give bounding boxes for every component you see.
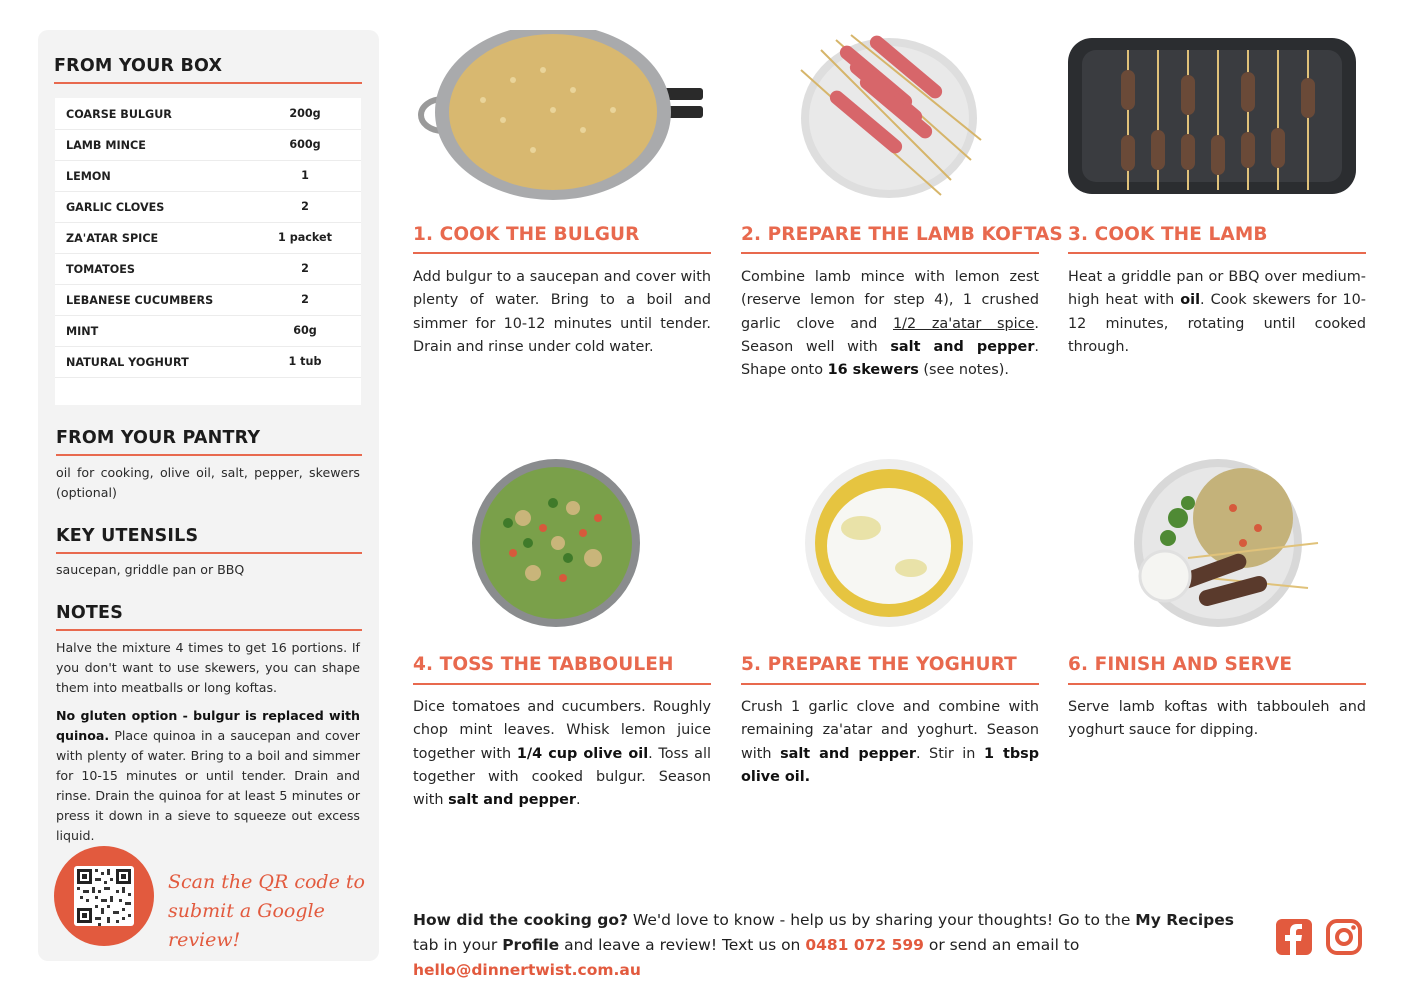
footer-text-4: or send an email to: [923, 936, 1080, 954]
step-text: . Cook skewers for 10-12 minutes, rotating until cooked through.: [1068, 292, 1366, 355]
ingredient-qty: 1 packet: [278, 231, 332, 244]
step-text-bold: oil: [1180, 292, 1201, 309]
step-5-rule: [741, 683, 1039, 685]
yoghurt-bowl-photo: [741, 458, 1039, 628]
qr-caption: [168, 868, 368, 955]
ingredient-qty: 1 tub: [288, 355, 322, 368]
phone-link[interactable]: 0481 072 599: [805, 936, 924, 954]
step-text-bold: salt and pepper: [780, 745, 916, 762]
step-4-title: 4. TOSS THE TABBOULEH: [413, 654, 674, 675]
step-6-rule: [1068, 683, 1366, 685]
step-5-body: [741, 696, 1039, 789]
step-5-title: 5. PREPARE THE YOGHURT: [741, 654, 1017, 675]
step-text: . Season well with: [741, 315, 1039, 355]
footer-text-1: We'd love to know - help us by sharing your thoughts! Go to the: [627, 911, 1136, 929]
email-link[interactable]: hello@dinnertwist.com.au: [413, 961, 641, 979]
step-text: Crush 1 garlic clove and combine with remaining za'atar and yoghurt. Season with: [741, 699, 1039, 762]
step-text-bold: 16 skewers: [827, 362, 919, 379]
feedback-footer: [413, 908, 1263, 983]
step-4-body: [413, 696, 711, 812]
step-3-title: 3. COOK THE LAMB: [1068, 224, 1268, 245]
served-plate-photo: [1068, 458, 1366, 628]
utensils-title: KEY UTENSILS: [56, 526, 199, 546]
ingredient-name: MINT: [66, 325, 99, 338]
ingredient-row: [55, 98, 361, 130]
box-title: FROM YOUR BOX: [54, 56, 223, 76]
step-text-bold: 1 tbsp olive oil.: [741, 745, 1040, 785]
footer-question: How did the cooking go?: [413, 911, 628, 929]
step-text-bold: salt and pepper: [448, 792, 576, 809]
qr-caption-line-2: submit a Google review!: [168, 900, 325, 951]
ingredient-qty: 60g: [293, 324, 317, 337]
footer-text-2: tab in your: [413, 936, 503, 954]
utensils-text: saucepan, griddle pan or BBQ: [56, 562, 245, 577]
ingredient-qty: 1: [301, 169, 309, 182]
pantry-title: FROM YOUR PANTRY: [56, 428, 261, 448]
ingredient-row: [55, 253, 361, 285]
profile-label: Profile: [502, 936, 560, 954]
ingredient-qty: 600g: [289, 138, 321, 151]
notes-title-rule: [56, 629, 362, 631]
step-text: . Shape onto: [741, 338, 1039, 379]
step-2-body: [741, 266, 1039, 382]
step-text: (see notes).: [918, 362, 1009, 379]
step-text-bold: salt and pepper: [890, 338, 1035, 355]
tabbouleh-bowl-photo: [413, 458, 711, 628]
ingredient-table: [55, 98, 361, 405]
pantry-text: oil for cooking, olive oil, salt, pepper, skewers (optional): [56, 465, 360, 500]
utensils-title-rule: [56, 552, 362, 554]
ingredient-qty: 200g: [289, 107, 321, 120]
ingredient-name: LEMON: [66, 170, 111, 183]
step-text: .: [576, 792, 581, 809]
step-text: Add bulgur to a saucepan and cover with plenty of water. Bring to a boil and simmer for 10-12 minutes until tender. Drain and rinse under cold water.: [413, 269, 711, 355]
ingredient-name: LAMB MINCE: [66, 139, 146, 152]
notes-paragraph-1: Halve the mixture 4 times to get 16 portions. If you don't want to use skewers, you can shape them into meatballs or long koftas.: [56, 640, 360, 695]
ingredient-row: [55, 191, 361, 223]
ingredient-name: NATURAL YOGHURT: [66, 356, 189, 369]
step-2-title: 2. PREPARE THE LAMB KOFTAS: [741, 224, 1063, 245]
step-1-body: [413, 266, 711, 359]
step-6-title: 6. FINISH AND SERVE: [1068, 654, 1293, 675]
ingredients-sidebar: [38, 30, 379, 961]
no-gluten-text: Place quinoa in a saucepan and cover with plenty of water. Bring to a boil and simmer for 10-15 minutes or until tender. Drain and rinse. Drain the quinoa for at least 5 minutes or press it down in a sieve to squeeze out excess liquid.: [56, 728, 360, 843]
instagram-icon[interactable]: [1325, 918, 1363, 956]
step-2-rule: [741, 252, 1039, 254]
my-recipes-label: My Recipes: [1135, 911, 1234, 929]
step-text-underlined: 1/2 za'atar spice: [892, 315, 1035, 332]
ingredient-row: [55, 284, 361, 316]
step-text: Combine lamb mince with lemon zest (reserve lemon for step 4), 1 crushed garlic clove and: [741, 269, 1039, 332]
footer-text-3: and leave a review! Text us on: [559, 936, 806, 954]
step-1-rule: [413, 252, 711, 254]
step-text-bold: 1/4 cup olive oil: [516, 745, 649, 762]
step-text: Dice tomatoes and cucumbers. Roughly chop mint leaves. Whisk lemon juice together with: [413, 699, 711, 762]
bulgur-saucepan-photo: [413, 30, 711, 200]
ingredient-row: [55, 160, 361, 192]
step-3-body: [1068, 266, 1366, 359]
notes-title: NOTES: [56, 603, 124, 623]
step-text: Heat a griddle pan or BBQ over medium-high heat with: [1068, 269, 1366, 309]
step-text: Serve lamb koftas with tabbouleh and yoghurt sauce for dipping.: [1068, 699, 1366, 739]
ingredient-row: [55, 315, 361, 347]
griddle-koftas-photo: [1068, 30, 1366, 200]
ingredient-qty: 2: [301, 293, 309, 306]
ingredient-name: COARSE BULGUR: [66, 108, 172, 121]
ingredient-name: LEBANESE CUCUMBERS: [66, 294, 214, 307]
step-text: . Stir in: [915, 745, 984, 762]
pantry-title-rule: [56, 454, 362, 456]
qr-caption-line-1: Scan the QR code to: [168, 871, 365, 893]
box-title-rule: [54, 82, 362, 84]
step-3-rule: [1068, 252, 1366, 254]
step-text: . Toss all together with cooked bulgur. Season with: [413, 745, 711, 809]
qr-code[interactable]: [74, 866, 134, 926]
step-6-body: [1068, 696, 1366, 743]
ingredient-row: [55, 346, 361, 378]
notes-paragraph-2: [56, 706, 360, 846]
ingredient-row: [55, 222, 361, 254]
ingredient-name: TOMATOES: [66, 263, 135, 276]
step-4-rule: [413, 683, 711, 685]
qr-badge: [54, 846, 154, 946]
ingredient-qty: 2: [301, 200, 309, 213]
step-1-title: 1. COOK THE BULGUR: [413, 224, 640, 245]
ingredient-row: [55, 129, 361, 161]
ingredient-qty: 2: [301, 262, 309, 275]
ingredient-name: GARLIC CLOVES: [66, 201, 165, 214]
raw-koftas-photo: [741, 30, 1039, 200]
no-gluten-heading: No gluten option - bulgur is replaced with quinoa.: [56, 708, 360, 743]
facebook-icon[interactable]: [1276, 919, 1312, 955]
ingredient-name: ZA'ATAR SPICE: [66, 232, 159, 245]
